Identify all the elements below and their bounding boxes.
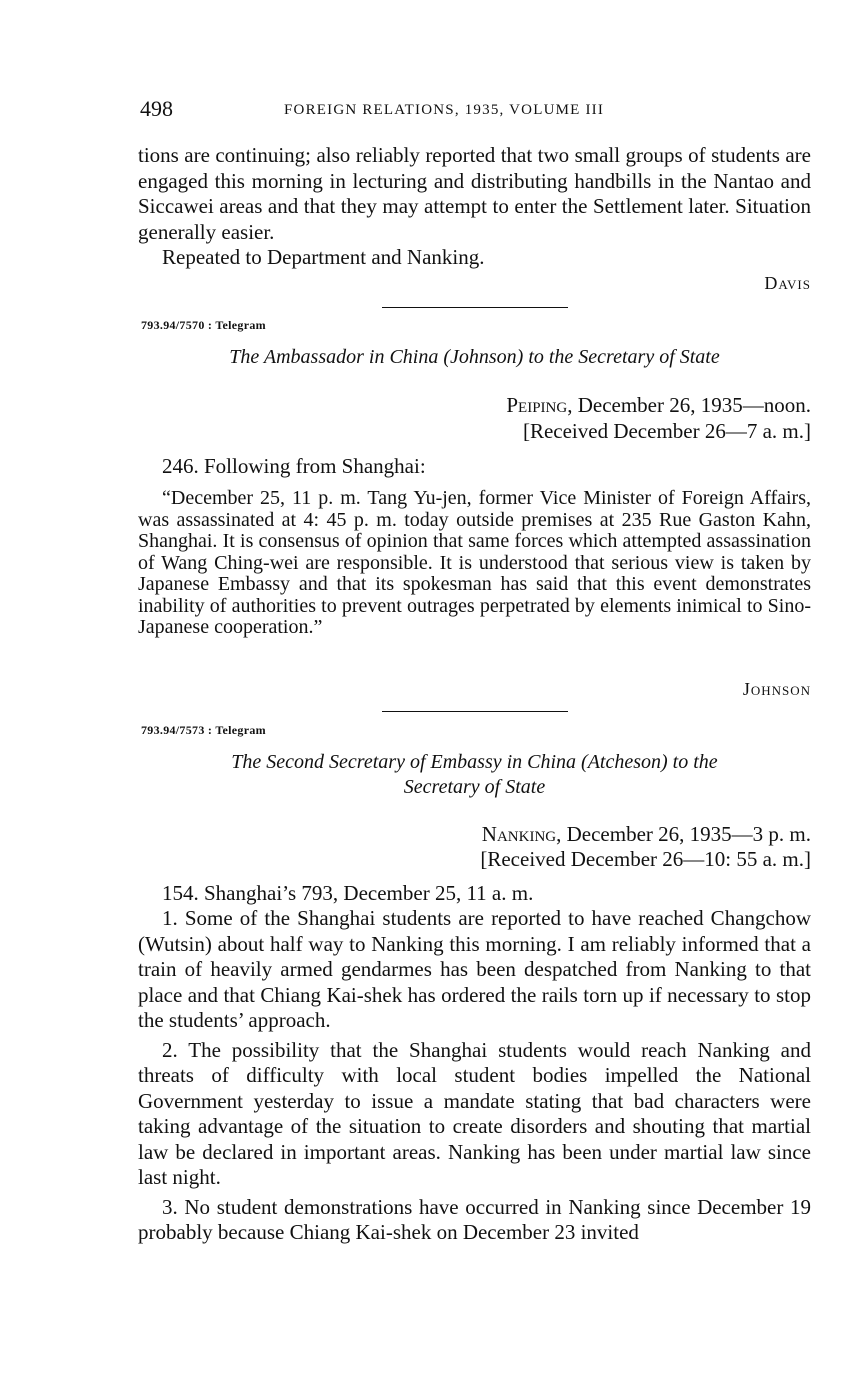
received-line: [Received December 26—7 a. m.] — [522, 419, 811, 443]
continuation-paragraph: tions are continuing; also reliably reported that two small groups of students are engaged this morning in lecturing and distributing handbills in the Nantao and Siccawei areas and that they may attempt to enter the Settlement later. Situation generally easier. — [138, 143, 811, 244]
paragraph-3: 3. No student demonstrations have occurred in Nanking since December 19 probably because Chiang Kai-shek on December 23 invited — [138, 1194, 811, 1244]
document-title: The Ambassador in China (Johnson) to the Secretary of State — [229, 346, 720, 368]
repeated-note: Repeated to Department and Nanking. — [162, 245, 485, 269]
signature-johnson: Johnson — [742, 679, 811, 699]
telegram-opening: 154. Shanghai’s 793, December 25, 11 a. m. — [162, 881, 534, 905]
page-number: 498 — [140, 96, 173, 121]
running-title: FOREIGN RELATIONS, 1935, VOLUME III — [284, 102, 605, 118]
telegram-body — [138, 906, 811, 1246]
quoted-telegram: “December 25, 11 p. m. Tang Yu-jen, former Vice Minister of Foreign Affairs, was assassinated at 4: 45 p. m. today outside premises at 235 Rue Gaston Kahn, Shanghai. It is consensus of opinion that same forces which attempted assassination of Wang Ching-wei are responsible. It is understood that serious view is taken by Japanese Embassy and that its spokesman has said that this event demonstrates inability of authorities to prevent outrages perpetrated by elements inimical to Sino-Japanese cooperation.” — [138, 487, 811, 638]
dateline-date: December 26, 1935—3 p. m. — [566, 822, 811, 846]
page-header — [138, 96, 811, 124]
telegram-opening: 246. Following from Shanghai: — [162, 454, 426, 478]
received-line: [Received December 26—10: 55 a. m.] — [480, 847, 811, 871]
quote-block — [138, 488, 811, 639]
dateline — [506, 393, 811, 418]
section-divider — [382, 307, 568, 308]
paragraph-2: 2. The possibility that the Shanghai students would reach Nanking and threats of difficulty with local student bodies impelled the National Government yesterday to issue a mandate stating that bad characters were taking advantage of the situation to create disorders and shouting that martial law be declared in important areas. Nanking has been under martial law since last night. — [138, 1037, 811, 1189]
dateline — [482, 822, 811, 847]
continuation-block — [138, 143, 811, 271]
dateline-place: Nanking, — [481, 822, 562, 846]
signature-davis: Davis — [764, 273, 811, 293]
dateline-place: Peiping, — [506, 393, 573, 417]
paragraph-1: 1. Some of the Shanghai students are reported to have reached Changchow (Wutsin) about half way to Nanking this morning. I am reliably informed that a train of heavily armed gendarmes has been despatched from Nanking to that place and that Chiang Kai-shek has ordered the rails torn up if necessary to stop the students’ approach. — [138, 906, 811, 1032]
section-divider — [382, 711, 568, 712]
document-id: 793.94/7570 : Telegram — [141, 318, 266, 332]
document-title-line-1: The Second Secretary of Embassy in China (Atcheson) to the — [231, 751, 718, 773]
dateline-date: December 26, 1935—noon. — [577, 393, 811, 417]
document-title-line-2: Secretary of State — [403, 776, 546, 798]
document-id: 793.94/7573 : Telegram — [141, 723, 266, 737]
